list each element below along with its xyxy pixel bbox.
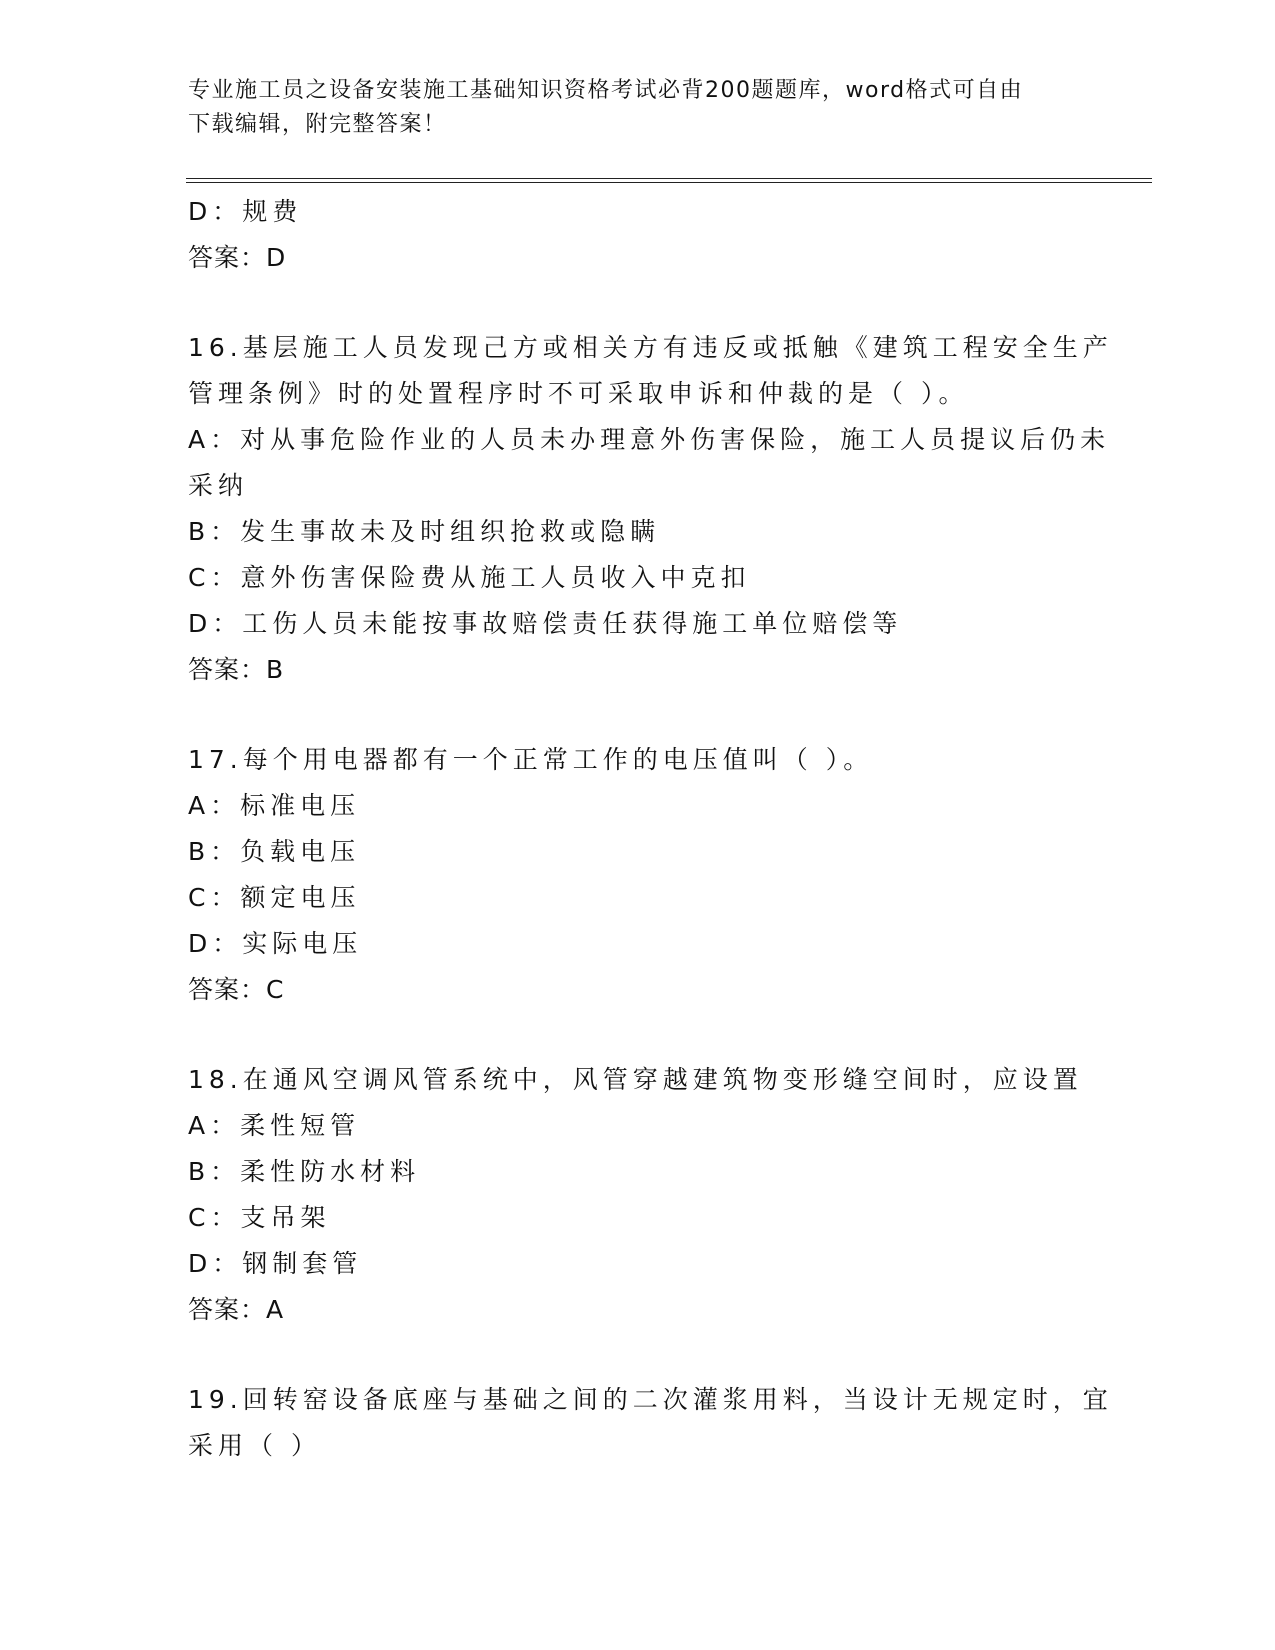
question-stem-line: 18.在通风空调风管系统中，风管穿越建筑物变形缝空间时，应设置 <box>188 1065 1083 1094</box>
spacer <box>188 1013 1088 1057</box>
document-header <box>188 74 1068 142</box>
header-line-1: 专业施工员之设备安装施工基础知识资格考试必背200题题库，word格式可自由 <box>188 78 1024 103</box>
option-d: D：工伤人员未能按事故赔偿责任获得施工单位赔偿等 <box>188 609 903 638</box>
answer: 答案：A <box>188 1295 285 1324</box>
question-stem-line: 采用（ ） <box>188 1431 321 1460</box>
option-a-continued: 采纳 <box>188 471 249 500</box>
question-19 <box>188 1377 1113 1469</box>
question-stem-line: 管理条例》时的处置程序时不可采取申诉和仲裁的是（ ）。 <box>188 379 969 408</box>
spacer <box>188 693 1088 737</box>
option-b: B：发生事故未及时组织抢救或隐瞒 <box>188 517 661 546</box>
option-a: A：标准电压 <box>188 791 361 820</box>
question-stem-line: 17.每个用电器都有一个正常工作的电压值叫（ ）。 <box>188 745 874 774</box>
option-c: C：支吊架 <box>188 1203 331 1232</box>
question-17 <box>188 737 1088 1013</box>
answer: 答案：B <box>188 655 285 684</box>
question-stem-line: 16.基层施工人员发现己方或相关方有违反或抵触《建筑工程安全生产 <box>188 333 1113 362</box>
answer: 答案：D <box>188 243 287 272</box>
question-stem-line: 19.回转窑设备底座与基础之间的二次灌浆用料，当设计无规定时，宜 <box>188 1385 1113 1414</box>
option-b: B：柔性防水材料 <box>188 1157 421 1186</box>
document-body <box>188 189 1113 1469</box>
option-a: A：对从事危险作业的人员未办理意外伤害保险，施工人员提议后仍未 <box>188 425 1111 454</box>
option-d: D：实际电压 <box>188 929 363 958</box>
header-divider-bottom <box>186 182 1152 183</box>
option-d: D：规费 <box>188 197 303 226</box>
question-16 <box>188 325 1113 693</box>
option-b: B：负载电压 <box>188 837 361 866</box>
header-divider-top <box>186 178 1152 179</box>
spacer <box>188 281 1088 325</box>
option-c: C：额定电压 <box>188 883 361 912</box>
answer: 答案：C <box>188 975 285 1004</box>
spacer <box>188 1333 1088 1377</box>
question-15-tail <box>188 189 1088 281</box>
option-a: A：柔性短管 <box>188 1111 361 1140</box>
option-d: D：钢制套管 <box>188 1249 363 1278</box>
option-c: C：意外伤害保险费从施工人员收入中克扣 <box>188 563 751 592</box>
header-line-2: 下载编辑，附完整答案！ <box>188 112 447 137</box>
question-18 <box>188 1057 1088 1333</box>
